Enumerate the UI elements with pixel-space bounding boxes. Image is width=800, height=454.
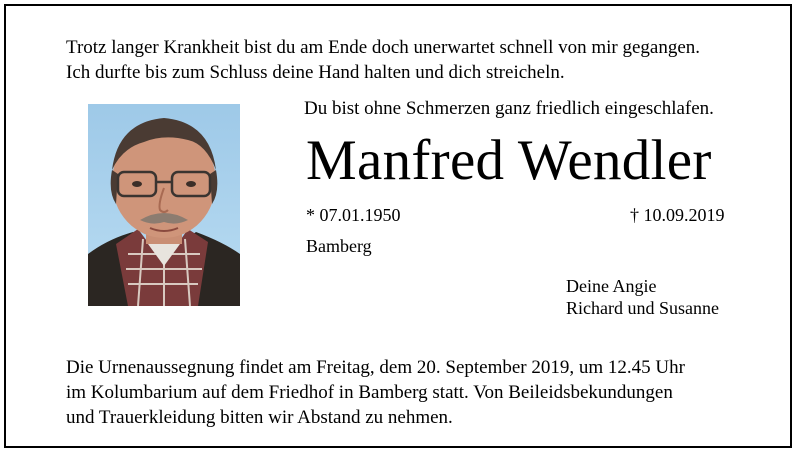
death-date: † 10.09.2019 bbox=[630, 205, 725, 225]
intro-text bbox=[66, 35, 700, 85]
intro-line-2: Ich durfte bis zum Schluss deine Hand halten und dich streicheln. bbox=[66, 62, 565, 83]
mourners bbox=[566, 275, 719, 319]
notice-line-2: im Kolumbarium auf dem Friedhof in Bamberg statt. Von Beileidsbekundungen bbox=[66, 382, 673, 403]
notice-line-3: und Trauerkleidung bitten wir Abstand zu nehmen. bbox=[66, 407, 453, 428]
portrait-photo bbox=[88, 104, 240, 306]
funeral-notice bbox=[66, 355, 685, 430]
quote-text: Du bist ohne Schmerzen ganz friedlich eingeschlafen. bbox=[304, 98, 714, 119]
notice-line-1: Die Urnenaussegnung findet am Freitag, dem 20. September 2019, um 12.45 Uhr bbox=[66, 357, 685, 378]
mourner-line-2: Richard und Susanne bbox=[566, 298, 719, 318]
intro-line-1: Trotz langer Krankheit bist du am Ende doch unerwartet schnell von mir gegangen. bbox=[66, 37, 701, 58]
deceased-name: Manfred Wendler bbox=[306, 129, 712, 192]
mourner-line-1: Deine Angie bbox=[566, 276, 657, 296]
place: Bamberg bbox=[306, 236, 372, 256]
birth-date: * 07.01.1950 bbox=[306, 205, 401, 225]
